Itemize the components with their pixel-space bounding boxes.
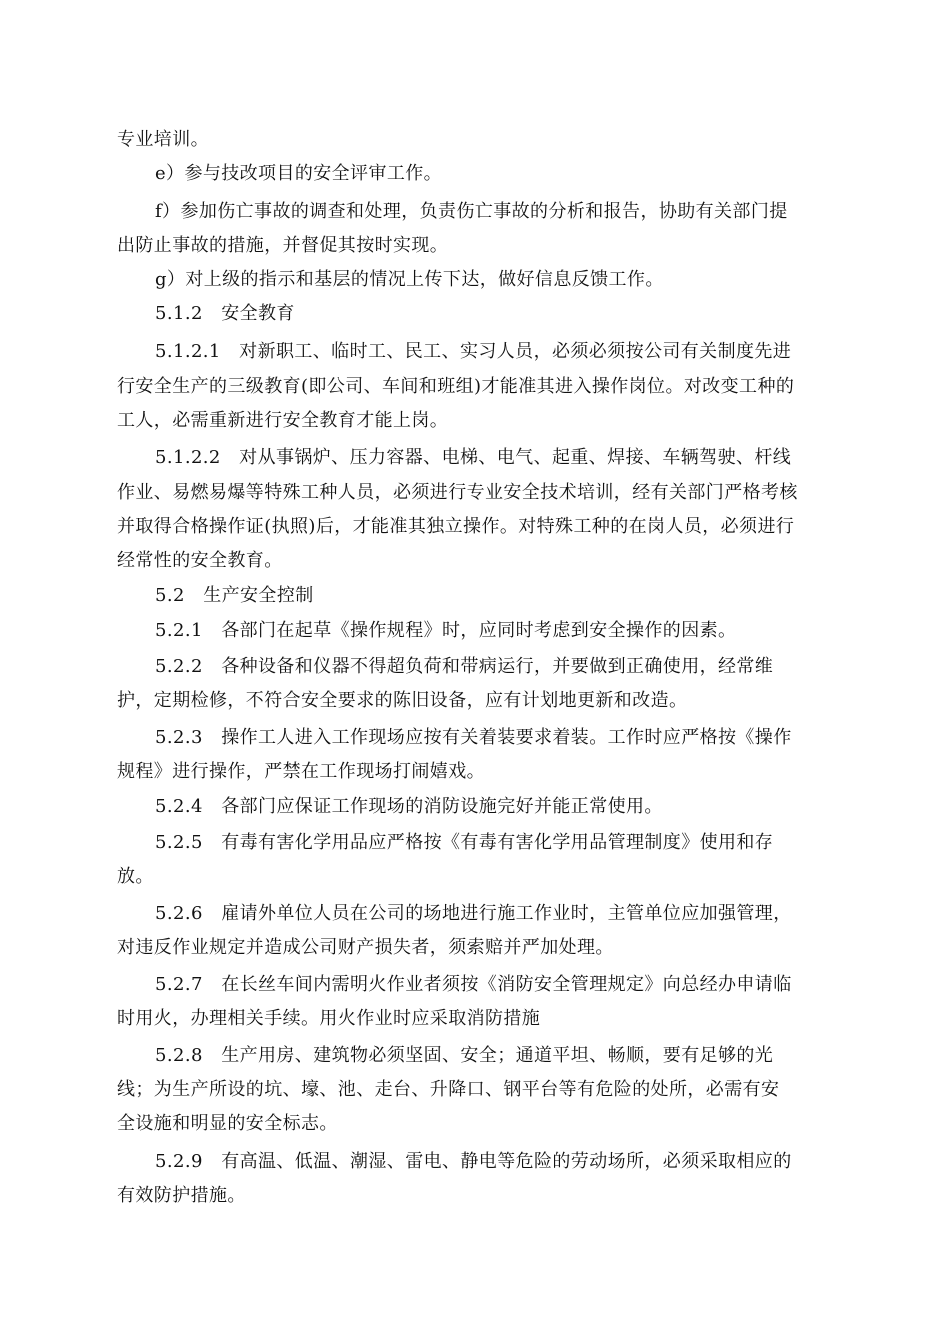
text-line: 经常性的安全教育。 — [117, 550, 283, 571]
text-line: 专业培训。 — [117, 129, 209, 150]
text-line: 行安全生产的三级教育(即公司、车间和班组)才能准其进入操作岗位。对改变工种的 — [117, 376, 795, 397]
text-line: 5.2.4 各部门应保证工作现场的消防设施完好并能正常使用。 — [155, 796, 663, 817]
text-line: 规程》进行操作，严禁在工作现场打闹嬉戏。 — [117, 761, 485, 782]
section-heading: 5.2 生产安全控制 — [155, 585, 314, 606]
text-line: 全设施和明显的安全标志。 — [117, 1113, 338, 1134]
text-line: 5.1.2.1 对新职工、临时工、民工、实习人员，必须必须按公司有关制度先进 — [155, 341, 792, 362]
text-line: 放。 — [117, 866, 154, 887]
text-line: 5.2.8 生产用房、建筑物必须坚固、安全；通道平坦、畅顺，要有足够的光 — [155, 1045, 774, 1066]
section-heading: 5.1.2 安全教育 — [155, 303, 295, 324]
text-line: 线；为生产所设的坑、壕、池、走台、升降口、钢平台等有危险的处所，必需有安 — [117, 1079, 780, 1100]
text-line: 时用火，办理相关手续。用火作业时应采取消防措施 — [117, 1008, 541, 1029]
text-line: 5.2.3 操作工人进入工作现场应按有关着装要求着装。工作时应严格按《操作 — [155, 727, 792, 748]
text-line: 5.2.1 各部门在起草《操作规程》时，应同时考虑到安全操作的因素。 — [155, 620, 737, 641]
text-line: 有效防护措施。 — [117, 1185, 246, 1206]
text-line: g）对上级的指示和基层的情况上传下达，做好信息反馈工作。 — [155, 269, 664, 290]
text-line: 5.1.2.2 对从事锅炉、压力容器、电梯、电气、起重、焊接、车辆驾驶、杆线 — [155, 447, 792, 468]
text-line: 5.2.5 有毒有害化学用品应严格按《有毒有害化学用品管理制度》使用和存 — [155, 832, 774, 853]
text-line: f）参加伤亡事故的调查和处理，负责伤亡事故的分析和报告，协助有关部门提 — [155, 201, 788, 222]
text-line: 作业、易燃易爆等特殊工种人员，必须进行专业安全技术培训，经有关部门严格考核 — [117, 482, 798, 503]
text-line: 工人，必需重新进行安全教育才能上岗。 — [117, 410, 449, 431]
text-line: 5.2.9 有高温、低温、潮湿、雷电、静电等危险的劳动场所，必须采取相应的 — [155, 1151, 792, 1172]
text-line: 出防止事故的措施，并督促其按时实现。 — [117, 235, 449, 256]
text-line: 5.2.2 各种设备和仪器不得超负荷和带病运行，并要做到正确使用，经常维 — [155, 656, 774, 677]
text-line: 对违反作业规定并造成公司财产损失者，须索赔并严加处理。 — [117, 937, 614, 958]
text-line: 5.2.7 在长丝车间内需明火作业者须按《消防安全管理规定》向总经办申请临 — [155, 974, 792, 995]
text-line: 5.2.6 雇请外单位人员在公司的场地进行施工作业时，主管单位应加强管理， — [155, 903, 792, 924]
text-line: 护，定期检修，不符合安全要求的陈旧设备，应有计划地更新和改造。 — [117, 690, 688, 711]
text-line: e）参与技改项目的安全评审工作。 — [155, 163, 443, 184]
text-line: 并取得合格操作证(执照)后，才能准其独立操作。对特殊工种的在岗人员，必须进行 — [117, 516, 795, 537]
